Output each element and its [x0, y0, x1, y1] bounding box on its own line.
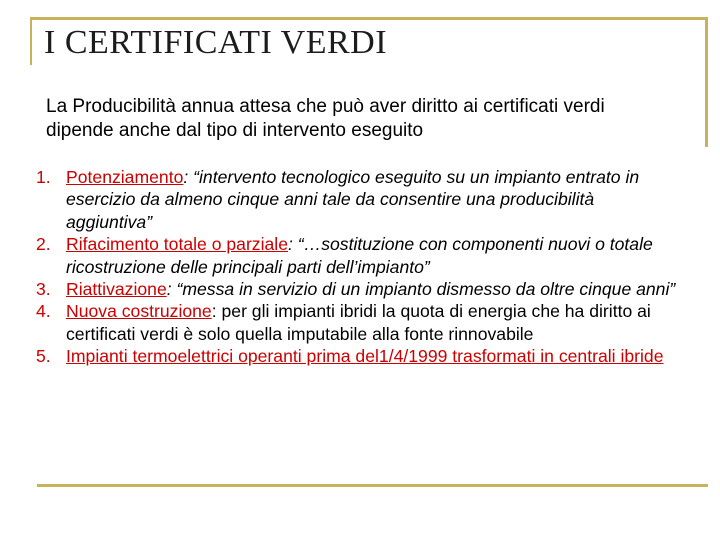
item-number: 4. — [36, 301, 51, 322]
item-term: Impianti termoelettrici operanti prima del1/4/1999 trasformati in centrali ibride — [66, 346, 664, 367]
item-text: : “intervento tecnologico eseguito su un impianto entrato in esercizio da almeno cinque anni tale da consentire una producibilità aggiuntiva” — [66, 167, 640, 232]
item-number: 3. — [36, 279, 51, 300]
item-term: Nuova costruzione — [66, 301, 212, 322]
item-term: Rifacimento totale o parziale — [66, 234, 288, 255]
intervention-list — [36, 166, 676, 368]
intro-paragraph: La Producibilità annua attesa che può aver diritto ai certificati verdi dipende anche dal tipo di intervento eseguito — [46, 96, 605, 141]
list-item-2 — [36, 233, 676, 278]
frame-bottom-line — [37, 484, 708, 487]
frame-right-line — [705, 17, 708, 147]
item-text: : “messa in servizio di un impianto dismesso da oltre cinque anni” — [166, 279, 676, 300]
item-text: : per gli impianti ibridi la quota di energia che ha diritto ai certificati verdi è solo quella imputabile alla fonte rinnovabile — [66, 301, 651, 344]
slide-title: I CERTIFICATI VERDI — [44, 24, 388, 61]
item-number: 2. — [36, 234, 51, 255]
list-item-4 — [36, 300, 676, 345]
list-item-1 — [36, 166, 676, 233]
frame-left-line — [30, 17, 32, 65]
item-text: : “…sostituzione con componenti nuovi o totale ricostruzione delle principali parti dell’impianto” — [66, 234, 653, 277]
frame-top-line — [30, 17, 708, 20]
item-term: Riattivazione — [66, 279, 167, 300]
item-number: 5. — [36, 346, 51, 367]
item-term: Potenziamento — [66, 167, 184, 187]
list-item-3 — [36, 278, 676, 300]
item-number: 1. — [36, 167, 51, 187]
list-item-5 — [36, 345, 676, 367]
